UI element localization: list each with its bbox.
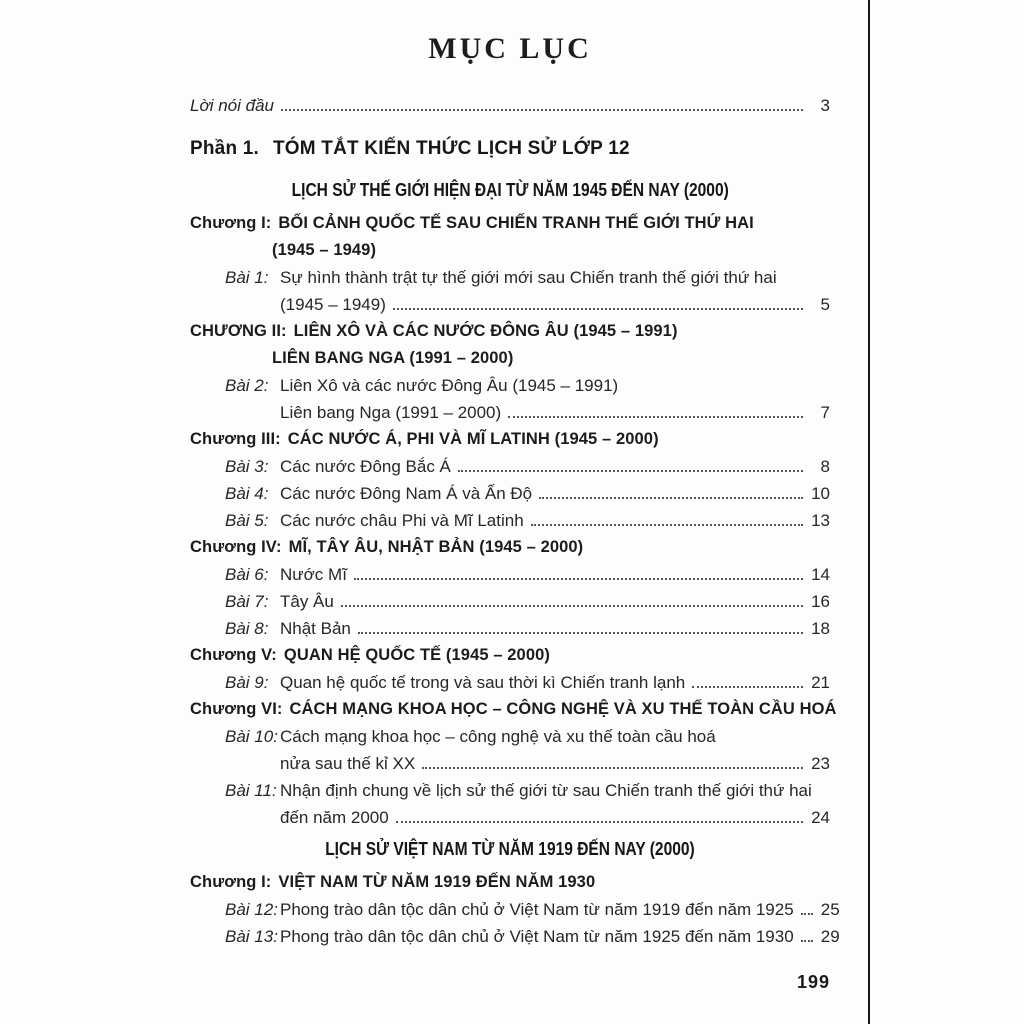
chapter-title-line2: LIÊN BANG NGA (1991 – 2000) [272, 349, 514, 367]
chapter-label: Chương VI: [190, 700, 283, 718]
dot-leader [539, 497, 803, 499]
lesson-title-line2: nửa sau thế kỉ XX [280, 754, 416, 773]
toc-lesson-row [190, 264, 830, 291]
lesson-title-line2: đến năm 2000 [280, 808, 389, 827]
lesson-title: Sự hình thành trật tự thế giới mới sau Chiến tranh thế giới thứ hai [280, 268, 777, 287]
chapter-label: Chương V: [190, 646, 277, 664]
toc-chapter-row [190, 534, 830, 561]
lesson-label: Bài 12: [225, 900, 278, 919]
chapter-label: Chương I: [190, 214, 272, 232]
chapter-title: CÁC NƯỚC Á, PHI VÀ MĨ LATINH (1945 – 2000) [287, 430, 659, 448]
section-entries [190, 210, 837, 831]
toc-front-matter-row [190, 92, 830, 119]
lesson-page-number: 23 [811, 754, 830, 773]
chapter-label: CHƯƠNG II: [190, 322, 287, 340]
chapter-title: VIỆT NAM TỪ NĂM 1919 ĐẾN NĂM 1930 [278, 873, 596, 891]
chapter-label: Chương III: [190, 430, 281, 448]
toc-lesson-row [190, 615, 830, 642]
front-matter-label: Lời nói đầu [190, 96, 275, 115]
toc-chapter-continuation [190, 345, 830, 372]
chapter-label: Chương I: [190, 873, 272, 891]
dot-leader [281, 109, 803, 111]
lesson-page-number: 8 [820, 457, 830, 476]
toc-chapter-row [190, 869, 830, 896]
lesson-label: Bài 10: [225, 727, 278, 746]
toc-lesson-continuation [190, 750, 830, 777]
lesson-page-number: 18 [811, 619, 830, 638]
lesson-label: Bài 8: [225, 619, 269, 638]
dot-leader [801, 940, 813, 942]
lesson-label: Bài 2: [225, 376, 269, 395]
dot-leader [422, 767, 803, 769]
lesson-page-number: 25 [820, 900, 840, 919]
chapter-label: Chương IV: [190, 538, 282, 556]
dot-leader [531, 524, 803, 526]
section-header: LỊCH SỬ VIỆT NAM TỪ NĂM 1919 ĐẾN NAY (2000) [325, 837, 695, 859]
lesson-page-number: 16 [811, 592, 830, 611]
lesson-title: Phong trào dân tộc dân chủ ở Việt Nam từ năm 1919 đến năm 1925 [280, 900, 794, 919]
lesson-page-number: 5 [820, 295, 830, 314]
lesson-label: Bài 1: [225, 268, 269, 287]
chapter-title: LIÊN XÔ VÀ CÁC NƯỚC ĐÔNG ÂU (1945 – 1991) [293, 322, 678, 340]
lesson-title: Phong trào dân tộc dân chủ ở Việt Nam từ năm 1925 đến năm 1930 [280, 927, 794, 946]
lesson-title: Nhận định chung về lịch sử thế giới từ sau Chiến tranh thế giới thứ hai [280, 781, 812, 800]
toc-lesson-row [190, 588, 830, 615]
section-header: LỊCH SỬ THẾ GIỚI HIỆN ĐẠI TỪ NĂM 1945 ĐẾN NAY (2000) [291, 178, 729, 200]
dot-leader [458, 470, 803, 472]
toc-chapter-row [190, 318, 830, 345]
toc-sections [190, 176, 840, 950]
toc-lesson-row [190, 453, 830, 480]
toc-chapter-row [190, 696, 837, 723]
toc-chapter-row [190, 642, 830, 669]
part-title: TÓM TẮT KIẾN THỨC LỊCH SỬ LỚP 12 [272, 138, 630, 159]
toc-lesson-continuation [190, 291, 830, 318]
lesson-title: Các nước châu Phi và Mĩ Latinh [280, 511, 524, 530]
lesson-label: Bài 5: [225, 511, 269, 530]
lesson-label: Bài 7: [225, 592, 269, 611]
section-entries [190, 869, 840, 950]
toc-lesson-row [190, 923, 840, 950]
lesson-page-number: 29 [820, 927, 840, 946]
page-title: MỤC LỤC [428, 32, 592, 65]
toc-lesson-row [190, 777, 830, 804]
toc-content [190, 30, 840, 992]
lesson-title: Cách mạng khoa học – công nghệ và xu thế toàn cầu hoá [280, 727, 716, 746]
section-header-row [190, 835, 830, 862]
lesson-label: Bài 4: [225, 484, 269, 503]
lesson-page-number: 24 [811, 808, 830, 827]
chapter-title: MĨ, TÂY ÂU, NHẬT BẢN (1945 – 2000) [288, 538, 584, 556]
page-edge-line [868, 0, 870, 1024]
dot-leader [358, 632, 803, 634]
lesson-label: Bài 9: [225, 673, 269, 692]
lesson-label: Bài 3: [225, 457, 269, 476]
dot-leader [393, 308, 803, 310]
toc-chapter-row [190, 426, 830, 453]
lesson-page-number: 14 [811, 565, 830, 584]
toc-lesson-row [190, 561, 830, 588]
toc-lesson-row [190, 480, 830, 507]
lesson-page-number: 21 [811, 673, 830, 692]
lesson-title: Nước Mĩ [280, 565, 347, 584]
lesson-label: Bài 13: [225, 927, 278, 946]
toc-chapter-row [190, 210, 830, 237]
lesson-page-number: 13 [811, 511, 830, 530]
dot-leader [692, 686, 803, 688]
lesson-label: Bài 6: [225, 565, 269, 584]
toc-lesson-row [190, 896, 840, 923]
part-label: Phần 1. [190, 138, 259, 159]
toc-lesson-row [190, 507, 830, 534]
chapter-title: BỐI CẢNH QUỐC TẾ SAU CHIẾN TRANH THẾ GIỚI THỨ HAI [278, 214, 754, 232]
lesson-title: Quan hệ quốc tế trong và sau thời kì Chiến tranh lạnh [280, 673, 686, 692]
lesson-label: Bài 11: [225, 781, 277, 800]
dot-leader [354, 578, 803, 580]
lesson-title-line2: (1945 – 1949) [280, 295, 386, 314]
dot-leader [396, 821, 803, 823]
toc-lesson-row [190, 723, 830, 750]
toc-lesson-continuation [190, 804, 830, 831]
chapter-title: QUAN HỆ QUỐC TẾ (1945 – 2000) [283, 646, 550, 664]
toc-lesson-row [190, 669, 830, 696]
toc-lesson-continuation [190, 399, 830, 426]
lesson-title: Các nước Đông Nam Á và Ấn Độ [280, 484, 533, 503]
folio-page-number: 199 [796, 972, 830, 992]
chapter-title: CÁCH MẠNG KHOA HỌC – CÔNG NGHỆ VÀ XU THẾ TOÀN CẦU HOÁ [289, 700, 837, 718]
lesson-title: Các nước Đông Bắc Á [280, 457, 451, 476]
lesson-title-line2: Liên bang Nga (1991 – 2000) [280, 403, 502, 422]
lesson-title: Tây Âu [280, 592, 334, 611]
chapter-title-line2: (1945 – 1949) [272, 241, 377, 259]
lesson-title: Liên Xô và các nước Đông Âu (1945 – 1991) [280, 376, 619, 395]
dot-leader [341, 605, 803, 607]
part-heading [190, 135, 830, 162]
lesson-title: Nhật Bản [280, 619, 351, 638]
section-header-row [190, 176, 830, 203]
toc-chapter-continuation [190, 237, 830, 264]
dot-leader [508, 416, 803, 418]
lesson-page-number: 7 [820, 403, 830, 422]
lesson-page-number: 10 [811, 484, 830, 503]
toc-lesson-row [190, 372, 830, 399]
dot-leader [801, 913, 813, 915]
front-matter-page-number: 3 [820, 96, 830, 115]
